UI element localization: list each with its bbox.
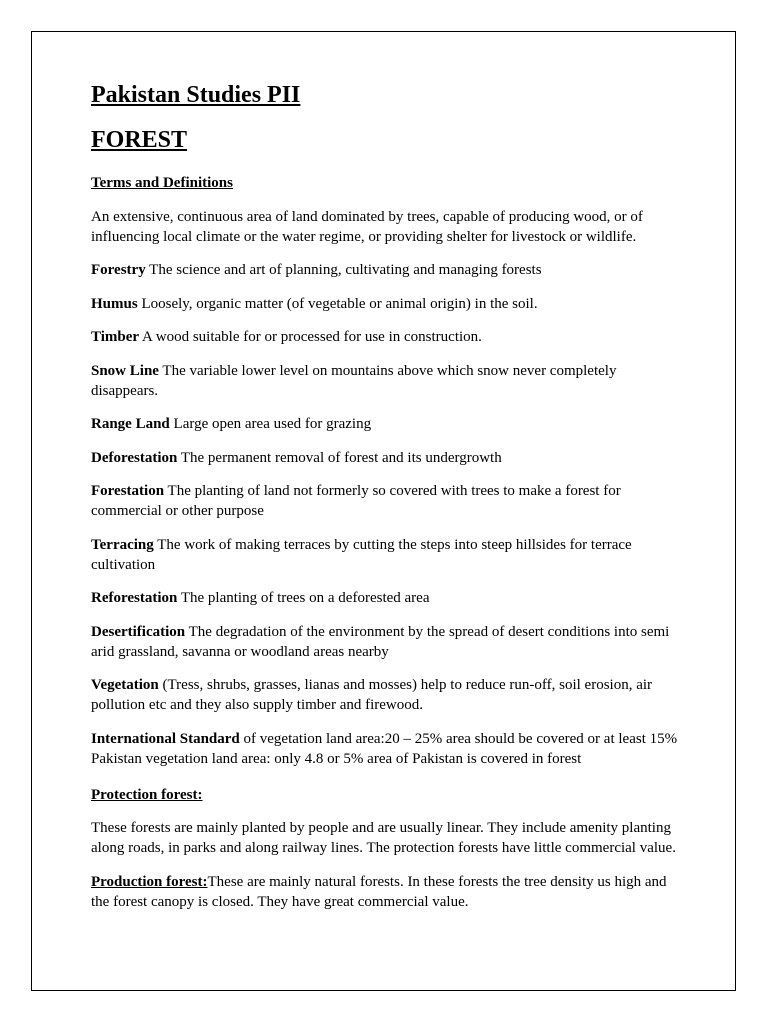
term-text: The degradation of the environment by the spread of desert conditions into semi arid grassland, savanna or woodland areas nearby (91, 623, 670, 660)
definition-humus (91, 294, 681, 314)
definition-forestry (91, 260, 681, 280)
document-subtitle: FOREST (91, 127, 188, 153)
term-text: Loosely, organic matter (of vegetable or animal origin) in the soil. (137, 295, 538, 312)
terms-heading: Terms and Definitions (91, 175, 233, 191)
production-forest-text: These are mainly natural forests. In these forests the tree density us high and the forest canopy is closed. They have great commercial value. (91, 873, 667, 910)
term-label: Desertification (91, 623, 186, 640)
definition-terracing (91, 535, 681, 575)
term-label: Terracing (91, 536, 154, 553)
term-label: Snow Line (91, 362, 159, 379)
protection-forest-paragraph: These forests are mainly planted by people and are usually linear. They include amenity planting along roads, in parks and along railway lines. The protection forests have little commercial value. (91, 820, 676, 856)
definition-timber (91, 327, 681, 347)
term-text: of vegetation land area:20 – 25% area should be covered or at least 15% Pakistan vegetation land area: only 4.8 or 5% area of Pakistan is covered in forest (91, 730, 678, 767)
term-text: The planting of land not formerly so covered with trees to make a forest for commercial or other purpose (91, 483, 621, 519)
definition-forestation (91, 481, 681, 521)
term-text: The permanent removal of forest and its undergrowth (177, 449, 502, 466)
definition-deforestation (91, 448, 681, 468)
protection-forest-heading: Protection forest: (91, 786, 203, 803)
production-forest-heading: Production forest: (91, 873, 208, 890)
term-label: International Standard (91, 730, 240, 747)
document-body (91, 78, 681, 912)
term-text: The science and art of planning, cultivating and managing forests (145, 262, 542, 278)
definition-vegetation (91, 675, 681, 715)
definition-desertification (91, 622, 681, 662)
definition-international-standard (91, 729, 681, 769)
term-text: A wood suitable for or processed for use in construction. (139, 329, 482, 345)
term-text: The variable lower level on mountains above which snow never completely disappears. (91, 362, 617, 399)
term-label: Range Land (91, 416, 170, 432)
term-label: Deforestation (91, 449, 178, 466)
term-text: The planting of trees on a deforested area (177, 590, 430, 606)
term-text: The work of making terraces by cutting the steps into steep hillsides for terrace cultivation (91, 536, 632, 573)
term-text: (Tress, shrubs, grasses, lianas and mosses) help to reduce run-off, soil erosion, air pollution etc and they also supply timber and firewood. (91, 677, 653, 713)
term-label: Humus (91, 295, 138, 312)
definition-snow-line (91, 361, 681, 401)
definition-reforestation (91, 588, 681, 608)
term-label: Forestry (91, 262, 146, 278)
term-text: Large open area used for grazing (169, 416, 372, 432)
production-forest-paragraph (91, 872, 681, 912)
document-title: Pakistan Studies PII (91, 82, 301, 108)
term-label: Reforestation (91, 590, 178, 606)
intro-paragraph: An extensive, continuous area of land dominated by trees, capable of producing wood, or of influencing local climate or the water regime, or providing shelter for livestock or wildlife. (91, 208, 643, 245)
definition-range-land (91, 414, 681, 434)
term-label: Timber (91, 329, 140, 345)
term-label: Vegetation (91, 677, 159, 693)
term-label: Forestation (91, 483, 165, 499)
